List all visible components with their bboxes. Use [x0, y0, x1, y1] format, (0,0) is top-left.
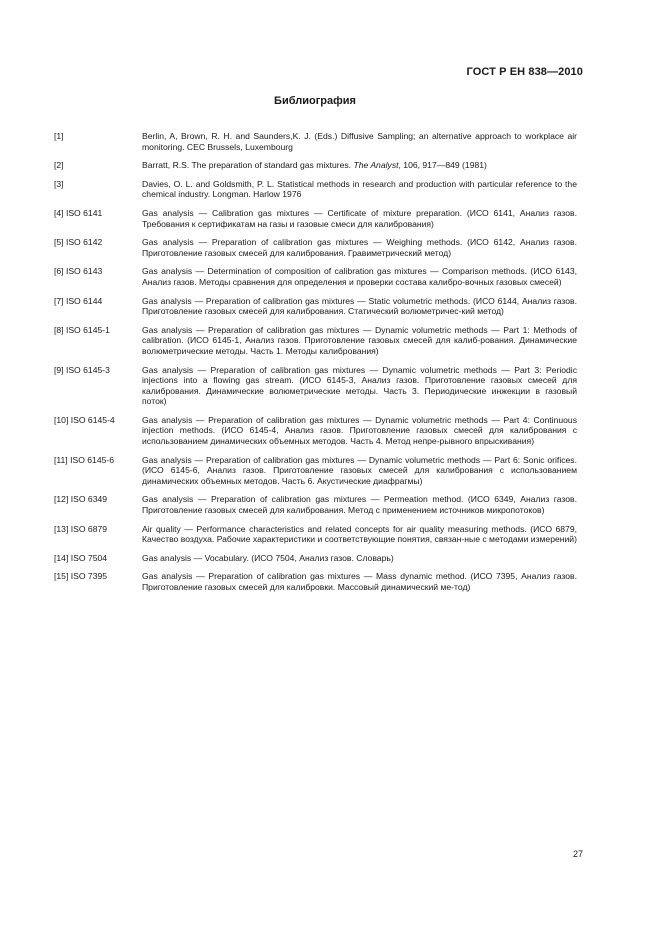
entry-text-part: Barratt, R.S. The preparation of standard gas mixtures.: [142, 160, 354, 171]
entry-text-part: , 106, 917—849 (1981): [398, 160, 487, 171]
entry-text: Gas analysis — Vocabulary. (ИСО 7504, Анализ газов. Словарь): [142, 552, 394, 563]
entry-text: Davies, O. L. and Goldsmith, P. L. Statistical methods in research and production with particular reference to the chemical industry. Longman. Harlow 1976: [142, 178, 577, 200]
bibliography-entry-9: [54, 365, 577, 407]
entry-reference: [3]: [54, 178, 64, 189]
bibliography-entry-14: [54, 553, 577, 564]
entry-text: Berlin, A, Brown, R. H. and Saunders,K. J. (Eds.) Diffusive Sampling; an alternative approach to workplace air monitoring. CEC Brussels, Luxembourg: [142, 131, 577, 152]
bibliography-entry-12: [54, 494, 577, 515]
bibliography-entry-5: [54, 237, 577, 258]
entry-text: Gas analysis — Preparation of calibration gas mixtures — Dynamic volumetric methods — Part 6: Sonic orifices. (ИСО 6145-6, Анализ газов. Приготовление газовых смесей для калибрования с использованием динамических объемных методов. Часть 6. Акустические диафрагмы): [142, 454, 577, 486]
bibliography-entry-10: [54, 415, 577, 447]
entry-text: Gas analysis — Calibration gas mixtures — Certificate of mixture preparation. (ИСО 6141, Анализ газов. Требования к сертификатам на газы и газовые смеси для калибрования): [142, 207, 577, 229]
entry-reference: [15] ISO 7395: [54, 571, 108, 582]
entry-reference: [6] ISO 6143: [54, 266, 103, 277]
bibliography-list: [54, 131, 577, 601]
entry-reference: [5] ISO 6142: [54, 237, 103, 248]
entry-text: Gas analysis — Preparation of calibration gas mixtures — Dynamic volumetric methods — Part 4: Continuous injection methods. (ИСО 6145-4, Анализ газов. Приготовление газовых смесей для калибрования с использованием динамических объемных методов. Часть 4. Метод непре-рывного впрыскивания): [142, 414, 577, 447]
page-number: 27: [572, 849, 583, 859]
bibliography-entry-4: [54, 208, 577, 229]
entry-reference: [14] ISO 7504: [54, 552, 108, 563]
bibliography-entry-3: [54, 179, 577, 200]
bibliography-entry-15: [54, 571, 577, 592]
entry-reference: [13] ISO 6879: [54, 523, 108, 534]
entry-text: Air quality — Performance characteristics and related concepts for air quality measuring methods. (ИСО 6879, Качество воздуха. Рабочие характеристики и соответствующие понятия, связан-ные с методами измерений): [142, 523, 577, 545]
bibliography-entry-8: [54, 325, 577, 357]
bibliography-entry-2: [54, 160, 577, 171]
bibliography-entry-7: [54, 296, 577, 317]
entry-reference: [2]: [54, 160, 64, 171]
entry-reference: [9] ISO 6145-3: [54, 364, 110, 375]
entry-text: Gas analysis — Preparation of calibration gas mixtures — Weighing methods. (ИСО 6142, Анализ газов. Приготовление газовых смесей для калибрования. Гравиметрический метод): [142, 237, 577, 258]
entry-text: Gas analysis — Determination of composition of calibration gas mixtures — Comparison methods. (ИСО 6143, Анализ газов. Методы сравнения для определения и проверки состава калибро-вочных газовых смесей): [142, 266, 577, 287]
bibliography-entry-1: [54, 131, 577, 152]
entry-reference: [11] ISO 6145-6: [54, 454, 115, 465]
bibliography-entry-13: [54, 524, 577, 545]
entry-text: [142, 160, 577, 171]
entry-reference: [12] ISO 6349: [54, 494, 108, 505]
page-title: Библиография: [274, 95, 356, 107]
journal-title: The Analyst: [353, 160, 399, 171]
bibliography-entry-11: [54, 455, 577, 487]
entry-text: Gas analysis — Preparation of calibration gas mixtures — Static volumetric methods. (ИСО 6144, Анализ газов. Приготовление газовых смесей для калибрования. Статический волюметричес-кий метод): [142, 295, 577, 317]
entry-reference: [10] ISO 6145-4: [54, 414, 115, 425]
entry-reference: [4] ISO 6141: [54, 207, 103, 218]
entry-reference: [1]: [54, 131, 64, 141]
entry-text: Gas analysis — Preparation of calibration gas mixtures — Mass dynamic method. (ИСО 7395, Анализ газов. Приготовление газовых смесей для калибровки. Массовый динамический ме-тод): [142, 571, 577, 592]
bibliography-entry-6: [54, 266, 577, 287]
standard-code-header: ГОСТ Р ЕН 838—2010: [466, 66, 583, 78]
entry-text: Gas analysis — Preparation of calibration gas mixtures — Permeation method. (ИСО 6349, Анализ газов. Приготовление газовых смесей для калибрования. Метод с применением источников микропотоков): [142, 494, 577, 516]
entry-reference: [7] ISO 6144: [54, 295, 103, 306]
entry-text: Gas analysis — Preparation of calibration gas mixtures — Dynamic volumetric methods — Part 3: Periodic injections into a flowing gas stream. (ИСО 6145-3, Анализ газов. Приготовление газовых смесей для калибрования. Динамические волюметрические методы. Часть 3. Периодические инжекции в газовый поток): [142, 364, 577, 407]
entry-text: Gas analysis — Preparation of calibration gas mixtures — Dynamic volumetric methods — Part 1: Methods of calibration. (ИСО 6145-1, Анализ газов. Приготовление газовых смесей для калиб-рования. Динамические волюметрические методы. Часть 1. Методы калибрования): [142, 324, 577, 356]
entry-reference: [8] ISO 6145-1: [54, 324, 110, 335]
